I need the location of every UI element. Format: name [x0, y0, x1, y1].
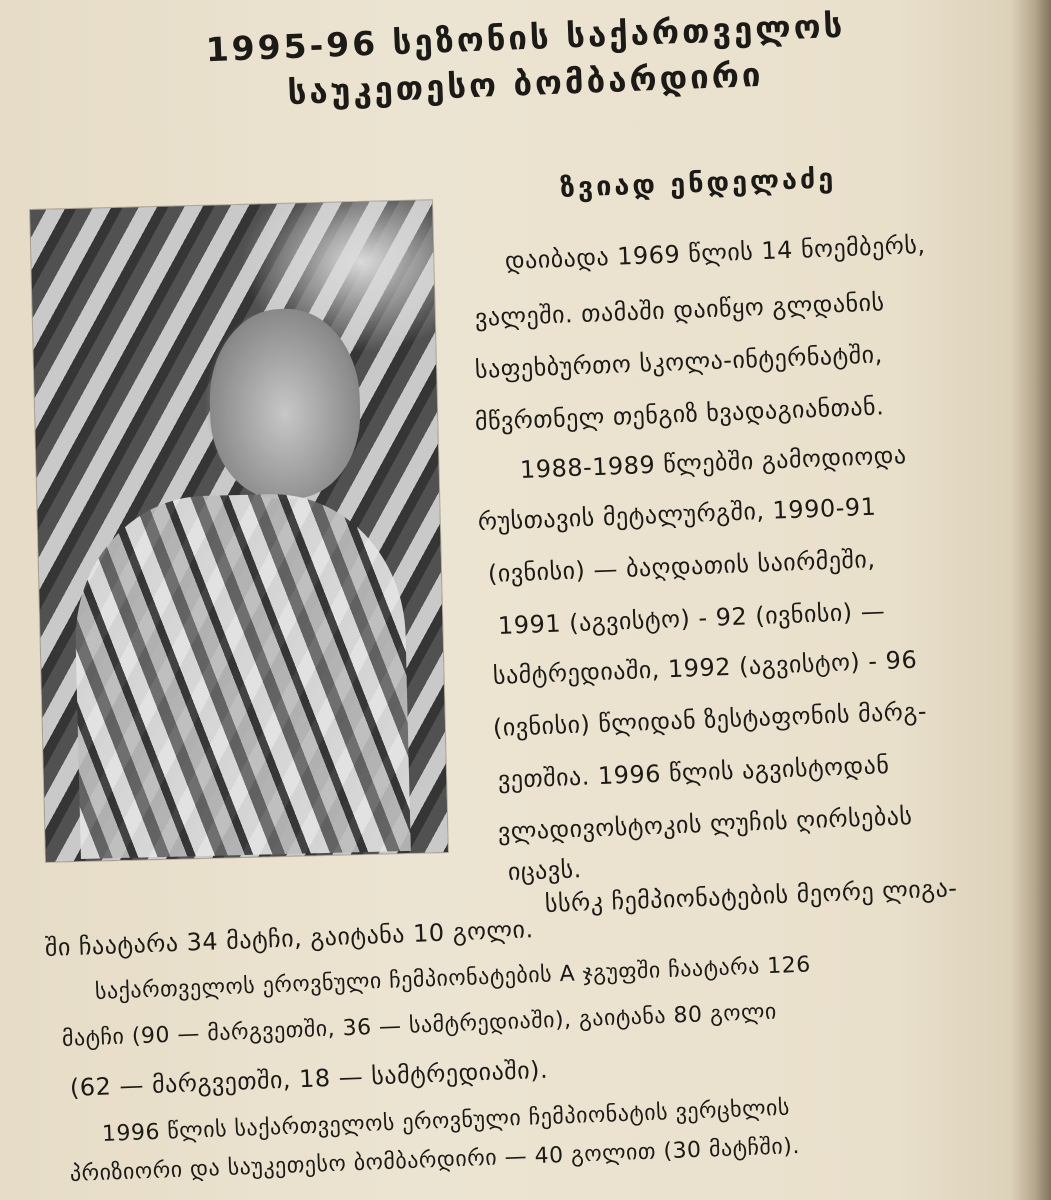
article-line: საფეხბურთო სკოლა-ინტერნატში, — [474, 340, 884, 384]
article-line: მწვრთნელ თენგიზ ხვადაგიანთან. — [474, 392, 885, 436]
article-line: მატჩი (90 — მარგვეთში, 36 — სამტრედიაში), გაიტანა 80 გოლი — [61, 999, 778, 1052]
article-line: ვალეში. თამაში დაიწყო გლდანის — [474, 288, 886, 332]
article-line: (ივნისი) — ბაღდათის საირმეში, — [487, 545, 876, 588]
page-spine-shadow — [1011, 0, 1051, 1200]
article-line: ში ჩაატარა 34 მატჩი, გაიტანა 10 გოლი. — [44, 915, 535, 962]
article-line: (ივნისი) წლიდან ზესტაფონის მარგ- — [492, 697, 928, 742]
article-line: 1996 წლის საქართველოს ეროვნული ჩემპიონატის ვერცხლის — [101, 1095, 791, 1147]
article-line: ვლადივოსტოკის ლუჩის ღირსებას — [497, 802, 913, 846]
article-line: სამტრედიაში, 1992 (აგვისტო) - 96 — [492, 645, 918, 690]
article-line: რუსთავის მეტალურგში, 1990-91 — [477, 492, 877, 536]
article-line: საქართველოს ეროვნული ჩემპიონატების A ჯგუფში ჩაატარა 126 — [94, 952, 812, 1005]
article-line: სსრკ ჩემპიონატების მეორე ლიგა- — [544, 874, 958, 918]
article-line: დაიბადა 1969 წლის 14 ნოემბერს, — [504, 230, 926, 275]
player-name: ზვიად ენდელაძე — [559, 163, 837, 204]
article-line: (62 — მარგვეთში, 18 — სამტრედიაში). — [69, 1055, 549, 1102]
page-title-line-1: 1995-96 სეზონის საქართველოს — [205, 5, 846, 70]
article-line: 1988-1989 წლებში გამოდიოდა — [519, 441, 908, 484]
player-photo — [30, 200, 448, 862]
article-line: ვეთშია. 1996 წლის აგვისტოდან — [497, 750, 890, 794]
article-line: 1991 (აგვისტო) - 92 (ივნისი) — — [497, 597, 886, 640]
player-photo-torso — [72, 491, 411, 859]
page-title-line-2: საუკეთესო ბომბარდირი — [286, 54, 765, 113]
player-photo-head — [208, 307, 363, 501]
article-line: იცავს. — [507, 855, 583, 886]
article-line: პრიზიორი და საუკეთესო ბომბარდირი — 40 გოლით (30 მატჩში). — [69, 1133, 801, 1187]
